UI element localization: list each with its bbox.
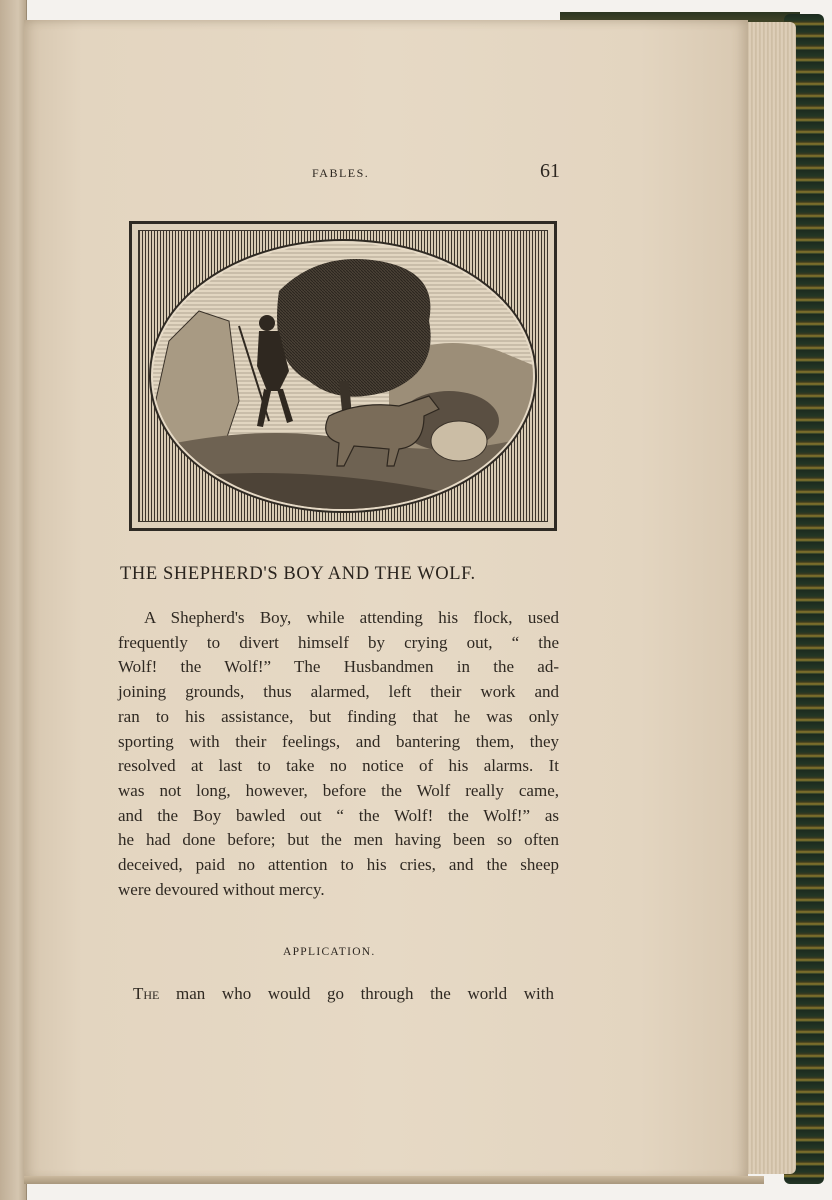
story-line: frequently to divert himself by crying out, “ the (118, 632, 559, 652)
story-body (118, 606, 559, 902)
story-line: joining grounds, thus alarmed, left their work and (118, 682, 559, 702)
story-line: were devoured without mercy. (118, 879, 325, 899)
page-bottom-edge (24, 1176, 764, 1184)
woodcut-illustration (129, 221, 557, 531)
page-block-edges (740, 22, 796, 1174)
running-head: FABLES. (312, 166, 370, 180)
previous-page-edge (0, 0, 27, 1200)
story-line: sporting with their feelings, and bantering them, they (118, 731, 559, 751)
woodcut-scene-image (139, 231, 547, 521)
application-heading: APPLICATION. (283, 946, 376, 958)
story-line: Wolf! the Wolf!” The Husbandmen in the ad- (118, 657, 559, 677)
story-line: he had done before; but the men having been so often (118, 830, 559, 850)
story-line: ran to his assistance, but finding that he was only (118, 706, 559, 726)
story-line: and the Boy bawled out “ the Wolf! the Wolf!” as (118, 805, 559, 825)
page-number: 61 (540, 160, 560, 182)
application-first-word: The (133, 984, 160, 1003)
book-page (24, 20, 748, 1180)
story-line: A Shepherd's Boy, while attending his flock, used (144, 608, 559, 627)
story-line: was not long, however, before the Wolf really came, (118, 780, 559, 800)
story-line: resolved at last to take no notice of his alarms. It (118, 756, 559, 776)
application-text (133, 984, 554, 1004)
story-title: THE SHEPHERD'S BOY AND THE WOLF. (120, 564, 476, 584)
application-text-rest: man who would go through the world with (159, 984, 554, 1003)
story-line: deceived, paid no attention to his cries, and the sheep (118, 855, 559, 875)
